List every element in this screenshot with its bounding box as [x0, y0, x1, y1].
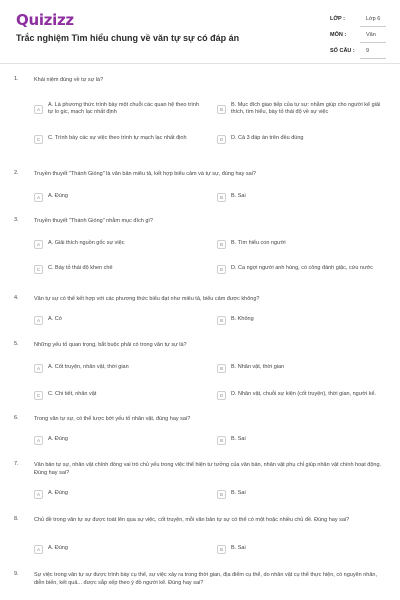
option-text: A. Đúng: [48, 436, 68, 443]
answer-option[interactable]: [34, 92, 203, 126]
answer-option[interactable]: [217, 92, 386, 126]
option-letter-box: A: [34, 545, 43, 554]
worksheet-meta: [330, 14, 386, 62]
option-letter-box: A: [34, 364, 43, 373]
question: [0, 516, 400, 571]
answer-option[interactable]: [34, 538, 203, 560]
option-text: B. Sai: [231, 193, 246, 200]
option-grid: [34, 92, 386, 152]
option-text: A. Đúng: [48, 490, 68, 497]
option-text: B. Sai: [231, 545, 246, 552]
meta-key: LỚP :: [330, 16, 345, 22]
meta-value: 9: [366, 48, 370, 54]
meta-row-count: [330, 46, 386, 59]
question-text: Khái niệm đúng về tự sự là?: [34, 77, 104, 83]
question-text: Văn tự sự có thể kết hợp với các phương thức biểu đạt như miêu tả, biểu cảm được không?: [34, 296, 260, 302]
question-number: 1.: [14, 76, 19, 82]
question-text: Truyền thuyết "Thánh Gióng" là văn bản miêu tả, kết hợp biểu cảm và tự sự, đúng hay sai?: [34, 171, 256, 177]
question-text: Trong văn tự sự, có thể lược bớt yếu tố nhân vật, đúng hay sai?: [34, 416, 191, 422]
question-text: Sự việc trong văn tự sự được trình bày cụ thể, sự việc xảy ra trong thời gian, địa điểm cụ thể, do nhân vật cụ thể thực hiện, có nguyên nhân, diễn biến, kết quả... được sắp xếp theo ý đồ người kể. Đúng hay sai?: [34, 572, 377, 586]
answer-option[interactable]: [217, 309, 386, 331]
meta-key: SỐ CÂU :: [330, 48, 355, 54]
option-letter-box: B: [217, 490, 226, 499]
option-letter-box: A: [34, 436, 43, 445]
option-letter-box: C: [34, 391, 43, 400]
option-letter-box: A: [34, 490, 43, 499]
option-text: A. Là phương thức trình bày một chuỗi các quan hệ theo trình tự lo gic, mạch lạc nhất định: [48, 101, 200, 115]
question-number: 8.: [14, 516, 19, 522]
option-letter-box: A: [34, 105, 43, 114]
option-grid: [34, 186, 386, 208]
question: [0, 217, 400, 295]
answer-option[interactable]: [217, 483, 386, 505]
answer-option[interactable]: [217, 186, 386, 208]
option-grid: [34, 538, 386, 560]
meta-row-class: [330, 14, 386, 27]
question-number: 9.: [14, 571, 19, 577]
option-text: D. Nhân vật, chuỗi sự kiện (cốt truyện), thời gian, người kể.: [231, 391, 377, 398]
question-text: Những yếu tố quan trọng, bắt buộc phải có trong văn tự sự là?: [34, 342, 187, 348]
question: [0, 295, 400, 341]
meta-underline: [360, 58, 386, 59]
option-letter-box: B: [217, 545, 226, 554]
option-letter-box: A: [34, 193, 43, 202]
answer-option[interactable]: [34, 186, 203, 208]
option-text: B. Không: [231, 316, 254, 323]
option-text: A. Đúng: [48, 193, 68, 200]
option-letter-box: D: [217, 391, 226, 400]
answer-option[interactable]: [34, 231, 203, 257]
option-letter-box: B: [217, 436, 226, 445]
meta-underline: [360, 42, 386, 43]
answer-option[interactable]: [217, 538, 386, 560]
answer-option[interactable]: [34, 126, 203, 152]
question-number: 6.: [14, 415, 19, 421]
option-letter-box: D: [217, 135, 226, 144]
option-letter-box: B: [217, 364, 226, 373]
option-letter-box: A: [34, 316, 43, 325]
answer-option[interactable]: [217, 381, 386, 409]
question-number: 7.: [14, 461, 19, 467]
option-letter-box: B: [217, 193, 226, 202]
answer-option[interactable]: [217, 429, 386, 451]
option-text: A. Đúng: [48, 545, 68, 552]
answer-option[interactable]: [217, 257, 386, 281]
answer-option[interactable]: [34, 381, 203, 409]
option-letter-box: B: [217, 240, 226, 249]
option-text: B. Mục đích giao tiếp của tự sự: nhằm giúp cho người kể giải thích, tìm hiểu, bày tỏ thái độ về sự việc: [231, 101, 381, 115]
meta-underline: [360, 26, 386, 27]
option-text: B. Sai: [231, 490, 246, 497]
answer-option[interactable]: [217, 355, 386, 381]
question-number: 4.: [14, 295, 19, 301]
option-text: C. Chi tiết, nhân vật: [48, 391, 97, 398]
question: [0, 415, 400, 461]
question-list: [0, 76, 400, 591]
option-text: C. Trình bày các sự việc theo trình tự mạch lạc nhất định: [48, 135, 187, 142]
question-number: 3.: [14, 217, 19, 223]
meta-value: Lớp 6: [366, 16, 381, 22]
question: [0, 76, 400, 170]
answer-option[interactable]: [217, 126, 386, 152]
question: [0, 461, 400, 516]
option-text: A. Giải thích nguồn gốc sự việc: [48, 240, 125, 247]
option-letter-box: A: [34, 240, 43, 249]
option-text: B. Tìm hiểu con người: [231, 240, 286, 247]
meta-key: MÔN :: [330, 32, 347, 38]
option-letter-box: B: [217, 316, 226, 325]
answer-option[interactable]: [34, 257, 203, 281]
meta-value: Văn: [366, 32, 376, 38]
option-text: B. Sai: [231, 436, 246, 443]
answer-option[interactable]: [34, 483, 203, 505]
meta-row-subject: [330, 30, 386, 43]
option-grid: [34, 483, 386, 505]
option-grid: [34, 231, 386, 281]
option-letter-box: D: [217, 265, 226, 274]
question: [0, 571, 400, 591]
option-letter-box: C: [34, 265, 43, 274]
option-text: A. Có: [48, 316, 62, 323]
option-grid: [34, 309, 386, 331]
option-text: D. Ca ngợi người anh hùng, có công đánh giặc, cứu nước: [231, 265, 374, 272]
worksheet-title: Trắc nghiệm Tìm hiểu chung về văn tự sự có đáp án: [16, 33, 240, 43]
option-text: D. Cả 3 đáp án trên đều đúng: [231, 135, 304, 142]
answer-option[interactable]: [217, 231, 386, 257]
quizizz-logo: Quizizz: [16, 11, 74, 29]
option-letter-box: B: [217, 105, 226, 114]
answer-option[interactable]: [34, 429, 203, 451]
question-text: Chủ đề trong văn tự sự được toát lên qua sự việc, cốt truyện, mỗi văn bản tự sự có thể có một hoặc nhiều chủ đề. Đúng hay sai?: [34, 517, 350, 523]
option-letter-box: C: [34, 135, 43, 144]
question-number: 5.: [14, 341, 19, 347]
option-text: A. Cốt truyện, nhân vật, thời gian: [48, 364, 129, 371]
answer-option[interactable]: [34, 309, 203, 331]
option-text: B. Nhân vật, thời gian: [231, 364, 285, 371]
option-grid: [34, 355, 386, 409]
option-grid: [34, 429, 386, 451]
option-text: C. Bày tỏ thái độ khen chê: [48, 265, 113, 272]
question: [0, 341, 400, 415]
question: [0, 170, 400, 217]
question-number: 2.: [14, 170, 19, 176]
worksheet-header: [0, 0, 400, 64]
header-divider: [0, 63, 400, 64]
question-text: Truyền thuyết "Thánh Gióng" nhằm mục đích gì?: [34, 218, 153, 224]
question-text: Văn bản tự sự, nhân vật chính đóng vai trò chủ yếu trong việc thể hiện tư tưởng của văn bản, nhân vật phụ chỉ giúp nhân vật chính hoạt động. Đúng hay sai?: [34, 462, 382, 476]
answer-option[interactable]: [34, 355, 203, 381]
